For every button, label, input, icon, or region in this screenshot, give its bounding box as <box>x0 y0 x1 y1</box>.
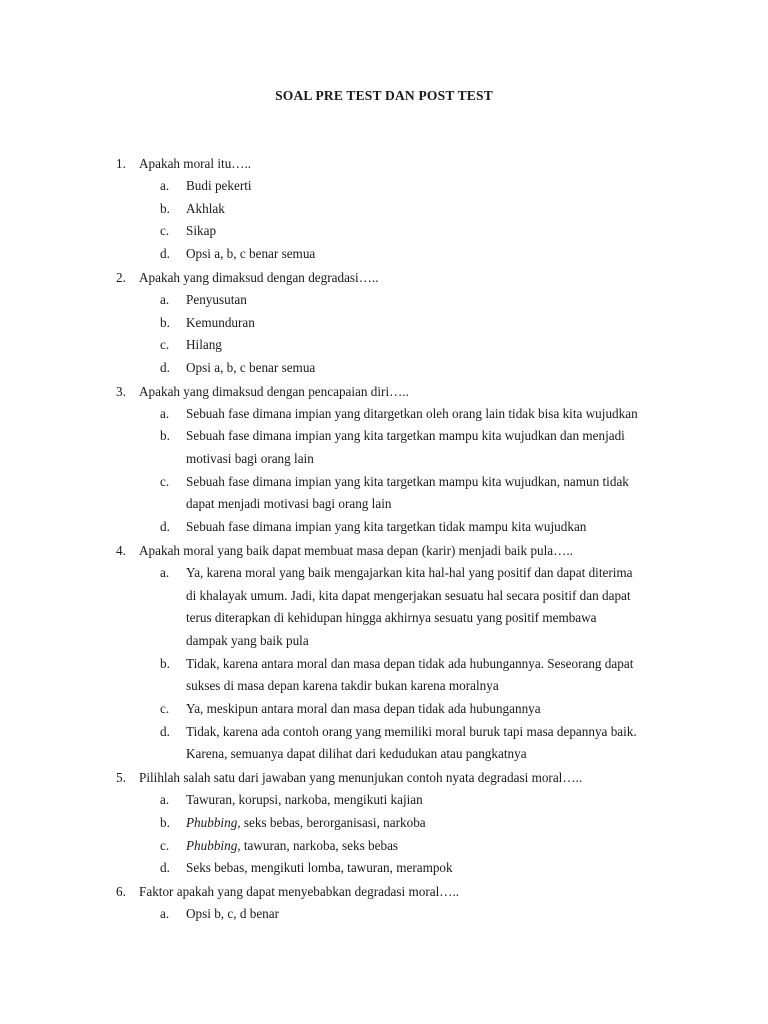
answer-option <box>0 835 768 858</box>
answer-option <box>0 903 768 926</box>
option-letter: d. <box>160 723 170 739</box>
option-text <box>186 562 688 653</box>
answer-option <box>0 403 768 426</box>
option-letter: a. <box>160 792 170 808</box>
option-text-line: terus diterapkan di kehidupan hingga akhirnya sesuatu yang positif membawa <box>186 610 597 626</box>
option-text-line: dampak yang baik pula <box>186 632 309 648</box>
option-letter: c. <box>160 473 170 489</box>
answer-option <box>0 243 768 266</box>
option-text <box>186 471 688 516</box>
answer-option <box>0 289 768 312</box>
answer-option <box>0 425 768 470</box>
option-text <box>186 425 688 470</box>
answer-option <box>0 334 768 357</box>
document-title: SOAL PRE TEST DAN POST TEST <box>275 88 493 103</box>
question-number: 1. <box>116 156 126 171</box>
option-letter: c. <box>160 223 170 239</box>
answer-option <box>0 698 768 721</box>
answer-option <box>0 516 768 539</box>
option-text-line: motivasi bagi orang lain <box>186 451 314 467</box>
question-line <box>0 380 768 403</box>
option-text: Opsi a, b, c benar semua <box>186 246 316 262</box>
option-text <box>186 835 688 858</box>
option-letter: c. <box>160 837 170 853</box>
option-text: Opsi a, b, c benar semua <box>186 359 316 375</box>
question-number: 2. <box>116 269 126 285</box>
answer-option <box>0 789 768 812</box>
option-text-line: Ya, karena moral yang baik mengajarkan kita hal-hal yang positif dan dapat diterima <box>186 564 633 580</box>
question-number: 6. <box>116 883 126 899</box>
option-text <box>186 721 688 766</box>
question-item <box>0 766 768 880</box>
answer-option <box>0 562 768 653</box>
question-list <box>0 152 768 926</box>
answer-option <box>0 175 768 198</box>
option-text: Opsi b, c, d benar <box>186 905 280 921</box>
option-italic-term: Phubbing, <box>186 814 241 830</box>
option-letter: a. <box>160 178 170 193</box>
question-number: 4. <box>116 542 126 558</box>
option-text-line: dapat menjadi motivasi bagi orang lain <box>186 496 392 512</box>
option-text: Kemunduran <box>186 314 255 330</box>
question-text: Apakah moral itu….. <box>139 156 252 171</box>
option-text-line: Sebuah fase dimana impian yang kita targetkan mampu kita wujudkan, namun tidak <box>186 473 629 489</box>
option-text: Seks bebas, mengikuti lomba, tawuran, merampok <box>186 860 453 876</box>
question-item <box>0 880 768 926</box>
option-text-line: di khalayak umum. Jadi, kita dapat mengerjakan sesuatu hal secara positif dan dapat <box>186 587 631 603</box>
option-letter: d. <box>160 359 170 375</box>
answer-option <box>0 653 768 698</box>
option-letter: d. <box>160 519 170 535</box>
option-text-line: Sebuah fase dimana impian yang kita targetkan mampu kita wujudkan dan menjadi <box>186 428 625 444</box>
option-italic-term: Phubbing, <box>186 837 241 853</box>
option-letter: b. <box>160 314 170 330</box>
question-line <box>0 766 768 789</box>
answer-option <box>0 471 768 516</box>
option-letter: c. <box>160 701 170 717</box>
question-line <box>0 539 768 562</box>
option-text-line: Tidak, karena antara moral dan masa depan tidak ada hubungannya. Seseorang dapat <box>186 655 634 671</box>
question-number: 5. <box>116 770 126 786</box>
option-text: Budi pekerti <box>186 178 252 193</box>
answer-option <box>0 220 768 243</box>
question-text: Pilihlah salah satu dari jawaban yang menunjukan contoh nyata degradasi moral….. <box>139 770 583 786</box>
option-text: Sikap <box>186 223 217 239</box>
option-letter: b. <box>160 428 170 444</box>
option-letter: a. <box>160 405 170 421</box>
option-text-line: Karena, semuanya dapat dilihat dari kedudukan atau pangkatnya <box>186 746 527 762</box>
option-letter: a. <box>160 564 170 580</box>
answer-option <box>0 357 768 380</box>
question-text: Apakah yang dimaksud dengan pencapaian diri….. <box>139 383 409 399</box>
option-text: Sebuah fase dimana impian yang ditargetkan oleh orang lain tidak bisa kita wujudkan <box>186 405 638 421</box>
question-text: Apakah moral yang baik dapat membuat masa depan (karir) menjadi baik pula….. <box>139 542 573 558</box>
option-text: Akhlak <box>186 200 225 216</box>
option-text <box>186 653 688 698</box>
option-text-line: Tidak, karena ada contoh orang yang memiliki moral buruk tapi masa depannya baik. <box>186 723 637 739</box>
option-text: Penyusutan <box>186 291 247 307</box>
answer-option <box>0 812 768 835</box>
answer-option <box>0 198 768 221</box>
option-letter: a. <box>160 905 170 921</box>
question-item <box>0 152 768 266</box>
question-line <box>0 152 768 175</box>
option-letter: c. <box>160 337 170 353</box>
option-letter: d. <box>160 246 170 262</box>
option-text: Tawuran, korupsi, narkoba, mengikuti kajian <box>186 792 423 808</box>
question-item <box>0 539 768 766</box>
option-rest-text: tawuran, narkoba, seks bebas <box>240 837 399 853</box>
question-item <box>0 380 768 539</box>
option-text <box>186 812 688 835</box>
question-line <box>0 266 768 289</box>
question-text: Apakah yang dimaksud dengan degradasi….. <box>139 269 379 285</box>
option-letter: d. <box>160 860 170 876</box>
answer-option <box>0 857 768 880</box>
option-letter: a. <box>160 291 170 307</box>
question-item <box>0 266 768 380</box>
option-letter: b. <box>160 655 170 671</box>
question-text: Faktor apakah yang dapat menyebabkan degradasi moral….. <box>139 883 460 899</box>
option-rest-text: seks bebas, berorganisasi, narkoba <box>240 814 426 830</box>
option-letter: b. <box>160 814 170 830</box>
option-text: Hilang <box>186 337 222 353</box>
answer-option <box>0 721 768 766</box>
option-text: Ya, meskipun antara moral dan masa depan tidak ada hubungannya <box>186 701 541 717</box>
option-text-line: sukses di masa depan karena takdir bukan karena moralnya <box>186 678 499 694</box>
answer-option <box>0 312 768 335</box>
option-text: Sebuah fase dimana impian yang kita targetkan tidak mampu kita wujudkan <box>186 519 587 535</box>
question-number: 3. <box>116 383 126 399</box>
question-line <box>0 880 768 903</box>
option-letter: b. <box>160 200 170 216</box>
